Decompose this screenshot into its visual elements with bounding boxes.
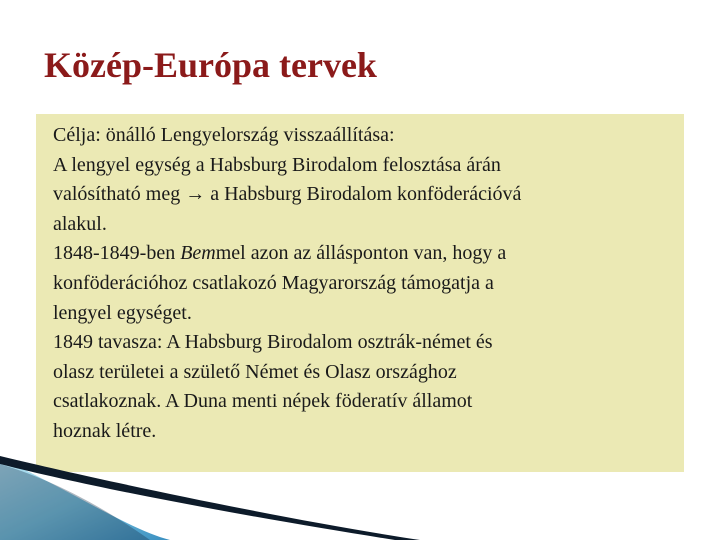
content-line-10: csatlakoznak. A Duna menti népek föderatív államot	[53, 390, 473, 413]
content-line-9: olasz területei a születő Német és Olasz országhoz	[53, 360, 457, 383]
content-line-7: lengyel egységet.	[53, 301, 192, 324]
decorative-swoosh	[0, 440, 720, 540]
line-5-before: 1848-1849-ben	[53, 242, 181, 265]
content-line-8: 1849 tavasza: A Habsburg Birodalom osztrák-német és	[53, 331, 493, 354]
line-5-after: mel azon az állásponton van, hogy a	[215, 242, 507, 265]
content-box	[36, 114, 684, 472]
content-line-4: alakul.	[53, 212, 107, 235]
content-line-3: valósítható meg → a Habsburg Birodalom konföderációvá	[53, 183, 522, 206]
content-line-6: konföderációhoz csatlakozó Magyarország támogatja a	[53, 271, 494, 294]
content-line-5	[53, 239, 668, 269]
content-line-2: A lengyel egység a Habsburg Birodalom felosztása árán	[53, 153, 501, 176]
bem-emphasis: Bem	[180, 242, 216, 265]
content-line-11: hoznak létre.	[53, 419, 157, 442]
slide-title: Közép-Európa tervek	[44, 45, 377, 85]
content-line-1: Célja: önálló Lengyelország visszaállítása:	[53, 124, 395, 146]
